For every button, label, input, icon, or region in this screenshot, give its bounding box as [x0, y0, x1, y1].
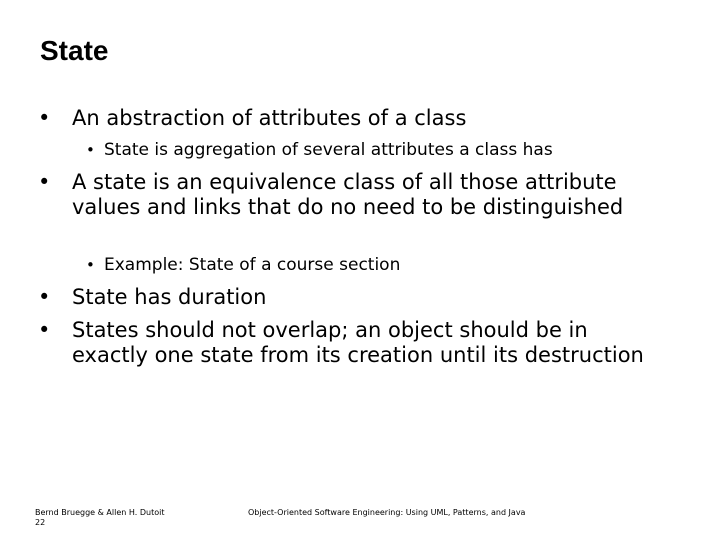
- bullet-text: States should not overlap; an object should be in exactly one state from its creation until its destruction: [72, 318, 644, 367]
- bullet-dot-icon: •: [38, 285, 51, 309]
- bullet-text: A state is an equivalence class of all those attribute values and links that do no need to be distinguished: [72, 170, 624, 219]
- bullet-text: An abstraction of attributes of a class: [72, 106, 467, 130]
- bullet-dot-icon: •: [38, 318, 51, 342]
- sub-bullet-dot-icon: •: [86, 141, 95, 159]
- bullet-item: [38, 318, 662, 368]
- bullet-dot-icon: •: [38, 106, 51, 130]
- sub-bullet-text: Example: State of a course section: [104, 255, 401, 275]
- sub-bullet-item: [86, 139, 704, 161]
- bullet-item: [38, 285, 672, 310]
- footer-authors-block: [35, 508, 164, 528]
- footer-book-title: Object-Oriented Software Engineering: Using UML, Patterns, and Java: [248, 508, 526, 517]
- bullet-item: [38, 170, 662, 220]
- footer-page-number: 22: [35, 518, 46, 527]
- footer-authors: Bernd Bruegge & Allen H. Dutoit: [35, 508, 165, 517]
- bullet-item: [38, 106, 672, 131]
- bullet-dot-icon: •: [38, 170, 51, 194]
- slide-title: State: [40, 35, 109, 66]
- sub-bullet-item: [86, 254, 704, 276]
- bullet-text: State has duration: [72, 285, 267, 309]
- sub-bullet-dot-icon: •: [86, 256, 95, 274]
- sub-bullet-text: State is aggregation of several attributes a class has: [104, 140, 553, 160]
